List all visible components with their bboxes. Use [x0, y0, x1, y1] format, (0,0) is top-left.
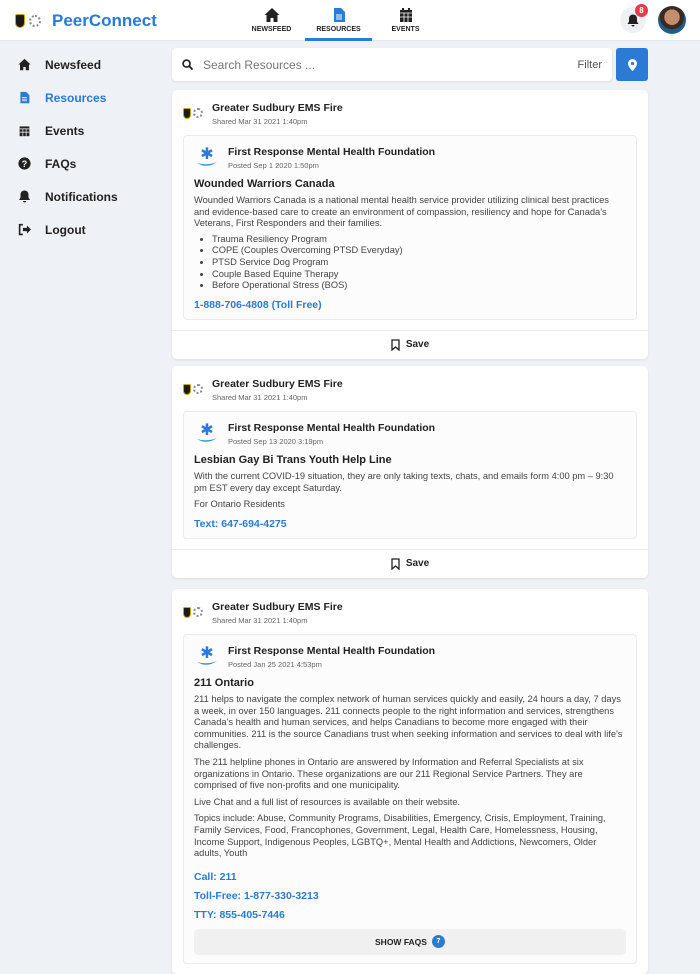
show-faqs-button[interactable]	[194, 929, 626, 955]
calendar-icon	[398, 7, 414, 23]
search-icon	[182, 59, 193, 70]
sidebar-item-newsfeed[interactable]	[0, 48, 118, 81]
sharer-name[interactable]: Greater Sudbury EMS Fire	[212, 601, 343, 613]
list-item: • COPE (Couples Overcoming PTSD Everyday)	[212, 245, 626, 257]
bookmark-icon	[391, 558, 400, 570]
sharer-name[interactable]: Greater Sudbury EMS Fire	[212, 102, 343, 114]
top-header	[0, 0, 700, 41]
sidebar-item-label: Logout	[45, 222, 86, 237]
resource-title: Wounded Warriors Canada	[194, 178, 335, 190]
org-name[interactable]: First Response Mental Health Foundation	[228, 645, 436, 657]
org-name[interactable]: First Response Mental Health Foundation	[228, 146, 436, 158]
resource-paragraph: Live Chat and a full list of resources is available on their website.	[194, 796, 461, 807]
resource-paragraph: For Ontario Residents	[194, 499, 285, 510]
save-button[interactable]	[172, 549, 648, 578]
tab-resources[interactable]	[305, 0, 372, 41]
posted-date: Posted Jan 25 2021 4:53pm	[228, 660, 322, 669]
svg-text:✱: ✱	[200, 422, 214, 439]
svg-text:✱: ✱	[200, 146, 214, 163]
contact-link[interactable]: Text: 647-694-4275	[194, 517, 287, 530]
search-bar	[172, 48, 612, 81]
sidebar-item-label: Notifications	[45, 189, 118, 204]
resource-paragraph: The 211 helpline phones in Ontario are answered by Information and Referral Specialists at six organizations in Ontario. These organizations are our 211 Regional Service Partners. They are comprised of five non-profits and one municipality.	[194, 756, 584, 791]
ems-badge-icon	[183, 108, 191, 119]
contact-link[interactable]: Call: 211	[194, 870, 237, 883]
posted-date: Posted Sep 1 2020 1:50pm	[228, 161, 319, 170]
sidebar-item-resources[interactable]	[0, 81, 118, 114]
resource-content	[183, 411, 637, 539]
shared-date: Shared Mar 31 2021 1:40pm	[212, 616, 308, 625]
shared-date: Shared Mar 31 2021 1:40pm	[212, 393, 308, 402]
fire-badge-icon	[193, 607, 203, 617]
user-avatar[interactable]	[658, 6, 686, 34]
org-name[interactable]: First Response Mental Health Foundation	[228, 422, 436, 434]
program-list	[212, 234, 626, 292]
card-header	[172, 366, 648, 402]
card-header	[172, 589, 648, 625]
sidebar-item-events[interactable]	[0, 114, 118, 147]
list-item: • Trauma Resiliency Program	[212, 234, 626, 246]
sidebar-item-label: Newsfeed	[45, 57, 102, 72]
save-label: Save	[405, 339, 430, 351]
list-item: • Couple Based Equine Therapy	[212, 269, 626, 281]
sidebar-item-label: Resources	[45, 90, 107, 105]
top-nav	[238, 0, 439, 41]
save-label: Save	[405, 558, 430, 570]
svg-text:?: ?	[21, 158, 28, 169]
brand-name: PeerConnect	[52, 11, 157, 30]
fire-badge-icon	[193, 108, 203, 118]
faqs-count-badge: 7	[432, 935, 445, 948]
filter-button[interactable]: Filter	[577, 58, 602, 71]
save-button[interactable]	[172, 330, 648, 359]
sharer-logo	[183, 384, 203, 402]
sidebar	[0, 48, 118, 246]
document-icon	[331, 7, 347, 23]
ems-badge-icon	[183, 607, 191, 618]
question-circle-icon	[18, 157, 31, 170]
resource-paragraph: With the current COVID-19 situation, they are only taking texts, chats, and emails form 4:00 pm – 9:30 pm EST every day except Saturday.	[194, 471, 614, 493]
org-logo-icon	[194, 146, 220, 170]
bell-icon	[18, 190, 31, 203]
resource-content	[183, 135, 637, 320]
logout-icon	[18, 223, 31, 236]
home-icon	[264, 7, 280, 23]
sidebar-item-label: Events	[45, 123, 85, 138]
sidebar-item-notifications[interactable]	[0, 180, 118, 213]
tab-label: RESOURCES	[316, 26, 361, 33]
fire-badge-icon	[193, 384, 203, 394]
home-icon	[18, 58, 31, 71]
sidebar-item-label: FAQs	[45, 156, 77, 171]
sharer-name[interactable]: Greater Sudbury EMS Fire	[212, 378, 343, 390]
resource-paragraph: Topics include: Abuse, Community Programs, Disabilities, Emergency, Crisis, Employment, Training, Family Services, Food, Francophones, Government, Legal, Health Care, Homelessness, Housing, Income Support, Indigenous Peoples, LGBTQ+, Mental Health and Addictions, Newcomers, Older adults, Youth	[194, 813, 606, 859]
list-item: • Before Operational Stress (BOS)	[212, 280, 626, 292]
notification-count-badge: 8	[635, 4, 648, 17]
resource-card	[172, 366, 648, 578]
resource-paragraph: Wounded Warriors Canada is a national mental health service provider utilizing clinical best practices and evidence-based care to create an environment of compassion, resiliency and hope for Canada's Veterans, First Responders and their families.	[194, 195, 609, 229]
sharer-logo	[183, 607, 203, 625]
tab-events[interactable]	[372, 0, 439, 41]
shared-date: Shared Mar 31 2021 1:40pm	[212, 117, 308, 126]
card-header	[172, 90, 648, 126]
resource-title: Lesbian Gay Bi Trans Youth Help Line	[194, 454, 392, 466]
list-item: • PTSD Service Dog Program	[212, 257, 626, 269]
show-faqs-label: SHOW FAQS	[375, 936, 427, 947]
resource-card	[172, 90, 648, 359]
tab-label: NEWSFEED	[251, 26, 292, 33]
contact-link[interactable]: TTY: 855-405-7446	[194, 908, 285, 921]
resource-card	[172, 589, 648, 974]
map-pin-icon	[628, 59, 637, 71]
tab-label: EVENTS	[391, 26, 420, 33]
org-logo-icon	[194, 645, 220, 669]
tab-newsfeed[interactable]	[238, 0, 305, 41]
app-logo[interactable]	[15, 11, 157, 31]
svg-text:✱: ✱	[200, 645, 214, 662]
fire-badge-icon	[29, 15, 41, 27]
posted-date: Posted Sep 13 2020 3:19pm	[228, 437, 324, 446]
contact-link[interactable]: 1-888-706-4808 (Toll Free)	[194, 298, 322, 311]
ems-badge-icon	[15, 14, 25, 28]
location-button[interactable]	[616, 48, 648, 81]
resource-content	[183, 634, 637, 964]
search-input[interactable]	[203, 58, 578, 72]
contact-link[interactable]: Toll-Free: 1-877-330-3213	[194, 889, 319, 902]
ems-badge-icon	[183, 384, 191, 395]
calendar-icon	[18, 124, 31, 137]
resource-title: 211 Ontario	[194, 677, 254, 689]
bookmark-icon	[391, 339, 400, 351]
sidebar-item-faqs[interactable]	[0, 147, 118, 180]
org-logo-icon	[194, 422, 220, 446]
sidebar-item-logout[interactable]	[0, 213, 118, 246]
sharer-logo	[183, 108, 203, 126]
resource-paragraph: 211 helps to navigate the complex network of human services quickly and easily, 24 hours a day, 7 days a week, in over 150 languages. 211 connects people to the right information and services, strengthens Canada's health and human services, and helps Canadians to become more engaged with their communities. 211 is the source Canadians trust when seeking information and services to deal with life's challenges.	[194, 694, 623, 751]
document-icon	[18, 91, 31, 104]
